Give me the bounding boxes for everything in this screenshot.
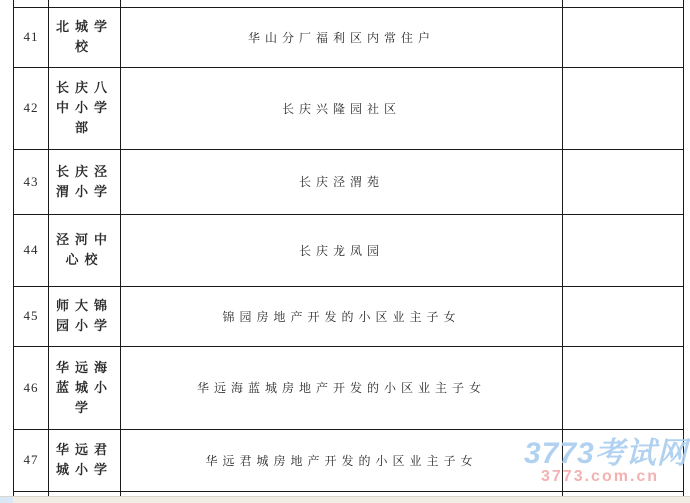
district-scope-cell: 锦园房地产开发的小区业主子女 (121, 286, 563, 346)
row-number-cell: 45 (14, 286, 49, 346)
school-name-text: 华远海蓝城小学 (55, 359, 113, 415)
row-number-cell: 43 (14, 149, 49, 214)
district-scope-cell: 长庆兴隆园社区 (121, 67, 563, 149)
remark-cell (563, 149, 684, 214)
school-name-text: 北城学校 (55, 19, 113, 54)
district-scope-cell: 长庆龙凤园 (121, 214, 563, 286)
empty-cell (14, 0, 49, 7)
remark-cell (563, 67, 684, 149)
table-row (14, 214, 684, 286)
school-name-text: 泾河中心校 (55, 232, 113, 267)
row-number-cell: 42 (14, 67, 49, 149)
school-name-text: 华远君城小学 (55, 442, 113, 477)
school-name-text: 长庆八中小学部 (55, 80, 113, 135)
school-name-cell (49, 286, 121, 346)
remark-cell (563, 286, 684, 346)
district-scope-cell: 长庆泾渭苑 (121, 149, 563, 214)
remark-cell (563, 214, 684, 286)
watermark-site-url: 3773.com.cn (541, 468, 660, 485)
school-name-cell (49, 346, 121, 429)
school-name-cell (49, 7, 121, 67)
school-name-cell (49, 67, 121, 149)
remark-cell (563, 346, 684, 429)
table-row (14, 346, 684, 429)
district-scope-cell: 华远君城房地产开发的小区业主子女 (121, 429, 563, 491)
school-name-text: 师大锦园小学 (55, 298, 113, 333)
empty-cell (49, 0, 121, 7)
school-name-cell (49, 429, 121, 491)
row-number-cell: 44 (14, 214, 49, 286)
bottom-edge-corner (0, 497, 13, 503)
table-row (14, 67, 684, 149)
bottom-edge-strip (0, 496, 690, 503)
empty-cell (121, 0, 563, 7)
school-name-cell (49, 214, 121, 286)
district-scope-cell: 华山分厂福利区内常住户 (121, 7, 563, 67)
table-row (14, 149, 684, 214)
school-name-cell (49, 149, 121, 214)
partial-top-section (14, 0, 684, 7)
district-scope-cell: 华远海蓝城房地产开发的小区业主子女 (121, 346, 563, 429)
row-number-cell: 46 (14, 346, 49, 429)
school-district-table (13, 0, 684, 503)
empty-cell (563, 0, 684, 7)
partial-row-top (14, 0, 684, 7)
watermark-site-name: 3773考试网 (524, 437, 688, 470)
row-number-cell: 41 (14, 7, 49, 67)
school-name-text: 长庆泾渭小学 (55, 163, 113, 199)
table-row (14, 286, 684, 346)
table-row (14, 7, 684, 67)
school-table-data (14, 7, 684, 491)
row-number-cell: 47 (14, 429, 49, 491)
remark-cell (563, 7, 684, 67)
